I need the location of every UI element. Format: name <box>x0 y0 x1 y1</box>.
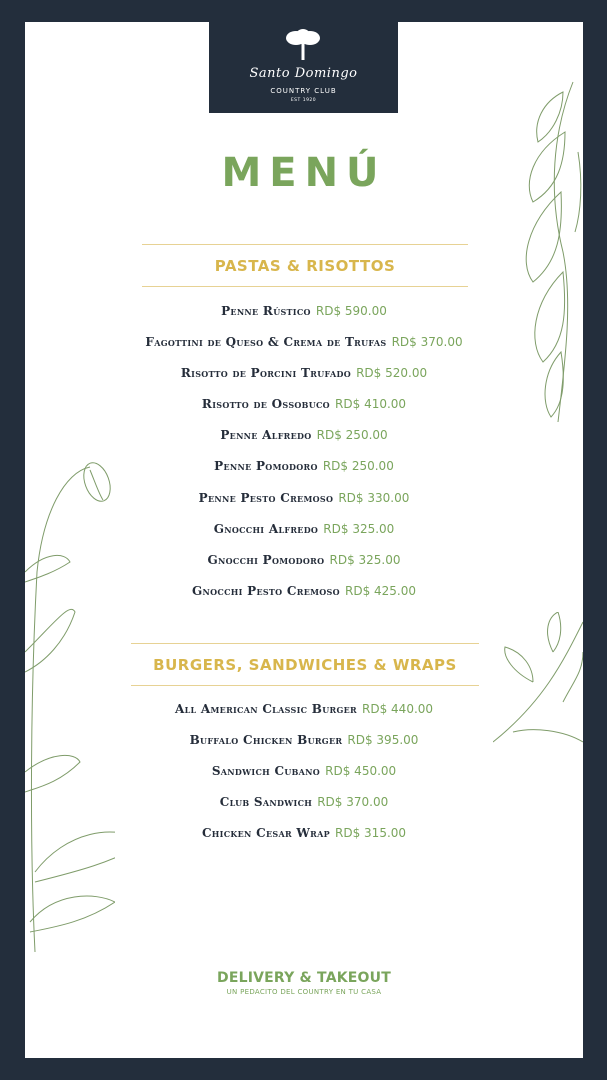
menu-item <box>25 481 583 512</box>
item-price: RD$ 330.00 <box>338 490 410 505</box>
menu-item <box>25 785 583 816</box>
menu-item <box>25 387 583 418</box>
menu-item <box>25 294 583 325</box>
club-logo <box>209 22 398 113</box>
item-name: Gnocchi Pesto Cremoso <box>191 583 340 598</box>
item-name: Penne Pomodoro <box>214 459 318 474</box>
palm-tree-logo-icon <box>284 28 322 62</box>
burgers-item-list <box>25 692 583 847</box>
item-name: Gnocchi Pomodoro <box>207 552 325 567</box>
logo-subtitle: COUNTRY CLUB <box>270 87 337 95</box>
item-name: Penne Alfredo <box>220 428 312 443</box>
item-name: Fagottini de Queso & Crema de Trufas <box>145 335 387 350</box>
item-name: Club Sandwich <box>219 795 313 810</box>
menu-item <box>25 723 583 754</box>
item-name: Penne Pesto Cremoso <box>198 490 334 505</box>
logo-script-text: Santo Domingo <box>249 66 358 81</box>
item-name: Gnocchi Alfredo <box>213 521 319 536</box>
item-price: RD$ 325.00 <box>329 552 401 567</box>
item-price: RD$ 250.00 <box>322 459 394 474</box>
item-price: RD$ 395.00 <box>347 733 419 748</box>
item-price: RD$ 520.00 <box>356 366 428 381</box>
menu-item <box>25 816 583 847</box>
menu-item <box>25 692 583 723</box>
item-price: RD$ 410.00 <box>335 397 407 412</box>
menu-item <box>25 356 583 387</box>
item-price: RD$ 425.00 <box>345 583 417 598</box>
item-price: RD$ 250.00 <box>316 428 388 443</box>
item-price: RD$ 590.00 <box>315 304 387 318</box>
pastas-item-list <box>25 294 583 605</box>
item-price: RD$ 370.00 <box>391 335 463 350</box>
item-price: RD$ 370.00 <box>317 795 389 810</box>
item-name: Penne Rústico <box>221 304 311 318</box>
menu-item <box>25 418 583 449</box>
item-name: Risotto de Porcini Trufado <box>180 366 351 381</box>
menu-title: MENÚ <box>221 150 387 196</box>
menu-item <box>25 754 583 785</box>
item-price: RD$ 315.00 <box>335 826 407 841</box>
menu-item <box>25 543 583 574</box>
menu-item <box>25 512 583 543</box>
item-name: All American Classic Burger <box>174 702 357 716</box>
section-heading-burgers: BURGERS, SANDWICHES & WRAPS <box>131 643 479 686</box>
menu-item <box>25 449 583 480</box>
footer-title: DELIVERY & TAKEOUT <box>217 970 391 986</box>
item-name: Risotto de Ossobuco <box>201 397 330 412</box>
menu-item <box>25 574 583 605</box>
footer-subtitle: UN PEDACITO DEL COUNTRY EN TU CASA <box>226 988 382 996</box>
item-price: RD$ 450.00 <box>325 764 397 779</box>
item-name: Chicken Cesar Wrap <box>201 826 330 841</box>
menu-item <box>25 325 583 356</box>
item-name: Buffalo Chicken Burger <box>189 733 343 748</box>
menu-card <box>25 22 583 1058</box>
logo-established: EST 1920 <box>290 98 317 103</box>
section-heading-pastas: PASTAS & RISOTTOS <box>142 244 468 287</box>
item-price: RD$ 325.00 <box>323 521 395 536</box>
item-name: Sandwich Cubano <box>211 764 321 779</box>
item-price: RD$ 440.00 <box>362 702 434 716</box>
footer <box>25 970 583 996</box>
